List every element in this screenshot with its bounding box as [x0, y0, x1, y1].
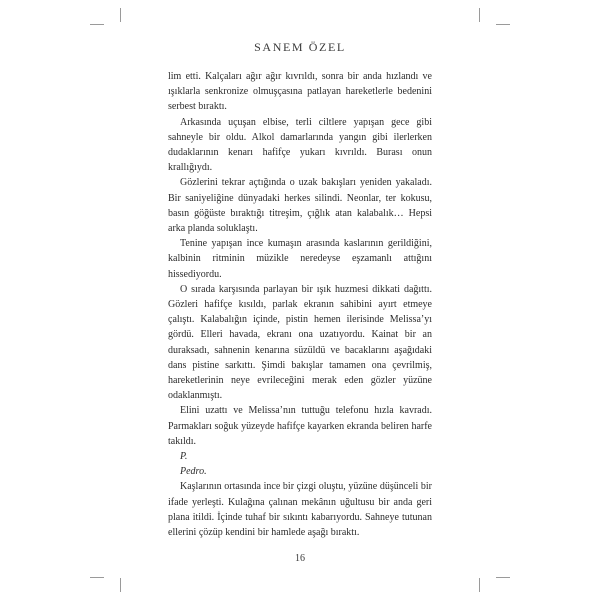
running-head: SANEM ÖZEL	[254, 40, 346, 54]
page-number: 16	[295, 553, 305, 564]
crop-mark-right-top	[496, 24, 510, 25]
crop-mark-bottom-right	[479, 578, 480, 592]
crop-mark-left-bottom	[90, 577, 104, 578]
crop-mark-bottom-left	[120, 578, 121, 592]
crop-mark-left-top	[90, 24, 104, 25]
crop-mark-right-bottom	[496, 577, 510, 578]
crop-mark-top-right	[479, 8, 480, 22]
paragraph: O sırada karşısında parlayan bir ışık huzmesi dikkati dağıttı. Gözleri hafifçe kısıldı, parlak ekranın sahibini ayırt etmeye çalıştı. Kalabalığın içinde, pistin hemen ilerisinde Melissa’yı gördü. Elleri havada, ekranı ona uzatıyordu. Kainat bir an duraksadı, sahnenin kenarına süzüldü ve bacaklarını aşağıdaki dans pistine sarkıttı. Şimdi bakışlar tamamen ona çevrilmiş, hareketlerinin neye evrileceğini merak eden gözler yüzüne odaklanmıştı.	[168, 283, 432, 402]
italic-line: Pedro.	[180, 466, 207, 478]
paragraph: lim etti. Kalçaları ağır ağır kıvrıldı, sonra bir anda hızlandı ve ışıklarla senkronize olmuşçasına patlayan hareketlerle bedenini serbest bıraktı.	[168, 71, 432, 113]
paragraph: Arkasında uçuşan elbise, terli ciltlere yapışan gece gibi sahneyle bir oldu. Alkol damarlarında yangın gibi ilerlerken dudaklarının kenarı hafifçe yukarı kıvrıldı. Burası onun krallığıydı.	[168, 116, 432, 174]
paragraph: Tenine yapışan ince kumaşın arasında kaslarının gerildiğini, kalbinin ritminin müzikle neredeyse eşzamanlı attığını hissediyordu.	[168, 238, 432, 280]
crop-mark-top-left	[120, 8, 121, 22]
paragraph: Elini uzattı ve Melissa’nın tuttuğu telefonu hızla kavradı. Parmakları soğuk yüzeyde hafifçe kayarken ekranda beliren harfe takıldı.	[168, 405, 432, 447]
paragraph: Gözlerini tekrar açtığında o uzak bakışları yeniden yakaladı. Bir saniyeliğine dünyadaki herkes silindi. Neonlar, ter kokusu, basın göğüste bıraktığı titreşim, çığlık atan kalabalık… Hepsi arka planda soluklaştı.	[168, 177, 432, 235]
paragraph: Kaşlarının ortasında ince bir çizgi oluştu, yüzüne düşünceli bir ifade yerleşti. Kulağına çalınan mekânın uğultusu bir anda geri plana itildi. İçinde tuhaf bir sıkıntı kabarıyordu. Sahneye tutunan ellerini çözüp kendini bir hamlede aşağı bıraktı.	[168, 481, 432, 539]
body-text	[168, 69, 432, 540]
italic-line: P.	[180, 451, 188, 463]
